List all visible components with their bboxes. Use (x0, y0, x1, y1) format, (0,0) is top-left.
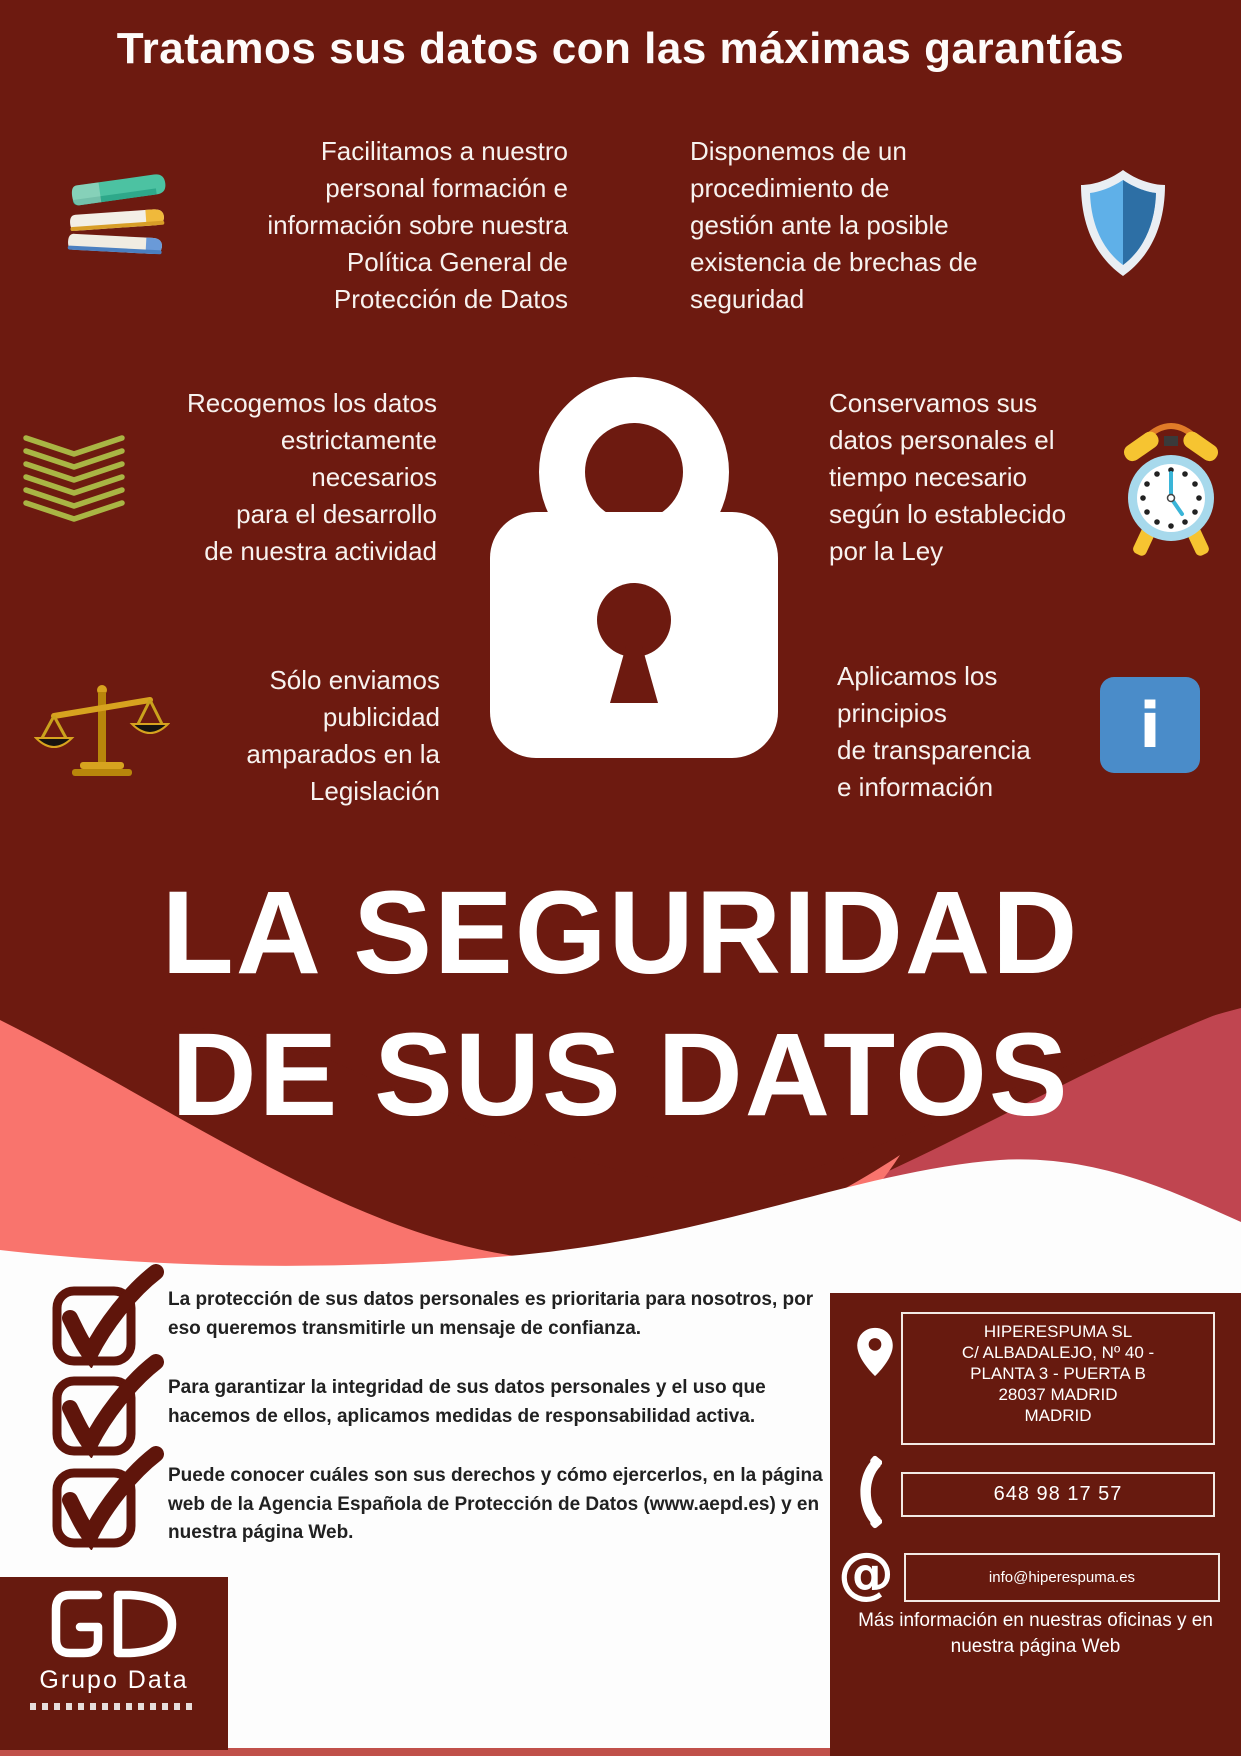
contact-footer-text: Más información en nuestras oficinas y en nuestra página Web (858, 1610, 1213, 1657)
address-line: PLANTA 3 - PUERTA B (970, 1364, 1146, 1383)
feature-transparencia-text: Aplicamos los principios de transparencia e información (837, 661, 1031, 802)
grupo-data-name: Grupo Data (39, 1666, 189, 1694)
address-line: C/ ALBADALEJO, Nº 40 - (961, 1343, 1155, 1362)
at-icon: @ (838, 1541, 894, 1606)
grupo-data-gd-icon (46, 1588, 182, 1660)
address-line: HIPERESPUMA SL (983, 1322, 1133, 1341)
feature-publicidad-text: Sólo enviamos publicidad amparados en la Legislación (246, 665, 440, 806)
address-box (901, 1312, 1215, 1445)
grupo-data-dotted-strip (30, 1703, 198, 1710)
main-title-line1: LA SEGURIDAD (161, 867, 1080, 999)
checklist-item-1: La protección de sus datos personales es prioritaria para nosotros, por eso queremos transmitirle un mensaje de confianza. (168, 1289, 814, 1339)
shield-icon (1078, 168, 1168, 278)
alarm-clock-icon (1116, 410, 1226, 560)
feature-conservacion-text: Conservamos sus datos personales el tiempo necesario según lo establecido por la Ley (829, 388, 1067, 566)
checklist-item-2: Para garantizar la integridad de sus datos personales y el uso que hacemos de ellos, aplicamos medidas de responsabilidad activa. (168, 1377, 766, 1427)
info-icon: i (1100, 677, 1200, 773)
feature-recogida-text: Recogemos los datos estrictamente necesarios para el desarrollo de nuestra actividad (186, 388, 437, 566)
contact-panel (830, 1293, 1241, 1756)
page-title: Tratamos sus datos con las máximas garantías (116, 24, 1125, 73)
books-stack-icon (60, 158, 172, 260)
feature-brechas-text: Disponemos de un procedimiento de gestión ante la posible existencia de brechas de seguridad (690, 136, 978, 314)
address-line: MADRID (1024, 1406, 1092, 1425)
phone-icon (846, 1455, 882, 1529)
phone-box: 648 98 17 57 (901, 1472, 1215, 1517)
main-title-line2: DE SUS DATOS (171, 1009, 1070, 1141)
checkbox-check-icon (50, 1264, 164, 1368)
main-title (0, 862, 1241, 1146)
location-pin-icon (856, 1321, 894, 1383)
email-box: info@hiperespuma.es (904, 1553, 1220, 1602)
feature-formacion-text: Facilitamos a nuestro personal formación e información sobre nuestra Política General de Protección de Datos (267, 136, 568, 314)
checkbox-check-icon (50, 1446, 164, 1550)
checklist-item-3: Puede conocer cuáles son sus derechos y cómo ejercerlos, en la página web de la Agencia Española de Protección de Datos (www.aepd.es) y en nuestra página Web. (168, 1465, 823, 1543)
checkbox-check-icon (50, 1354, 164, 1458)
address-line: 28037 MADRID (998, 1385, 1118, 1404)
